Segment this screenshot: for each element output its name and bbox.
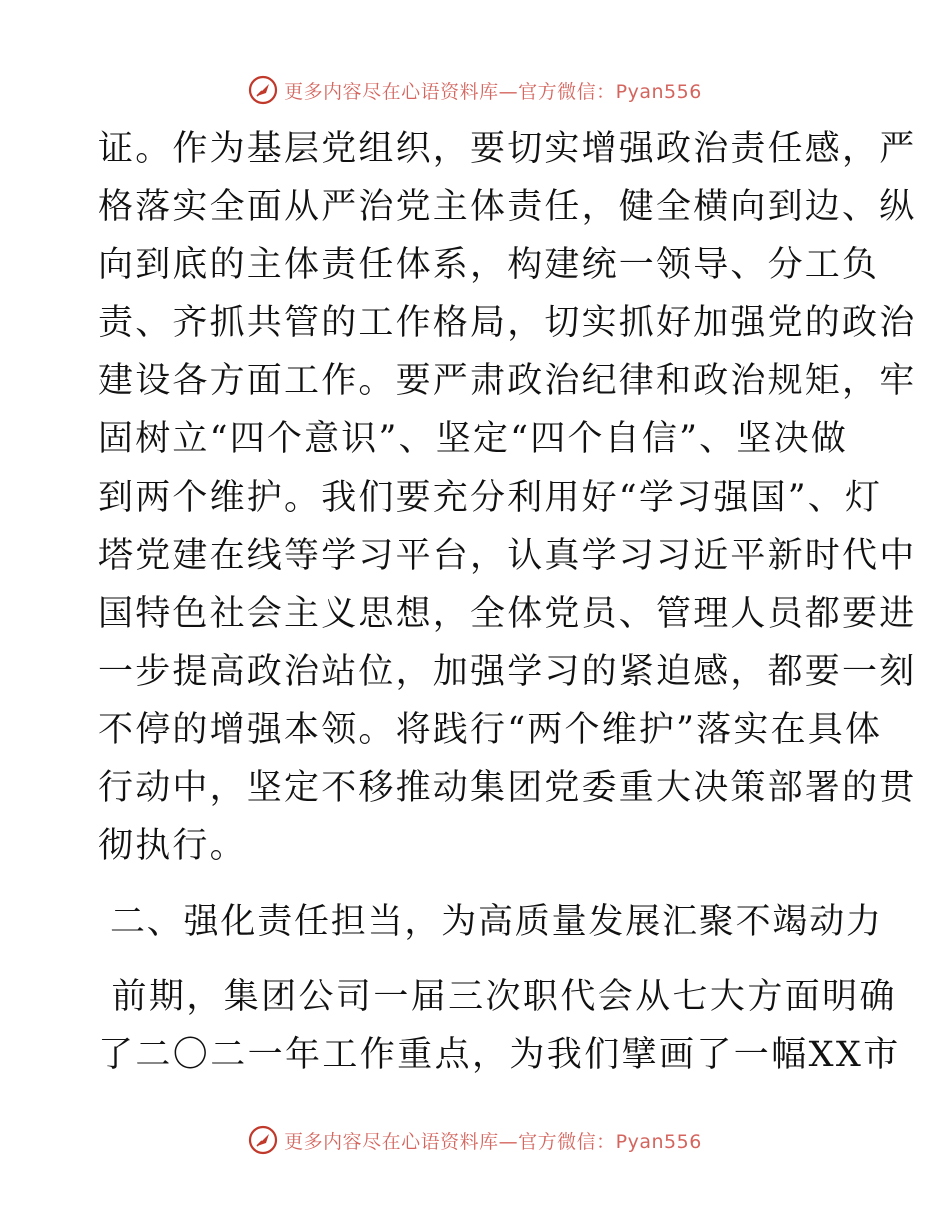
paragraph-line: 责、齐抓共管的工作格局，切实抓好加强党的政治: [98, 303, 917, 344]
paragraph-line: 固树立“四个意识”、坚定“四个自信”、坚决做: [98, 419, 848, 460]
footer-watermark: [0, 1122, 950, 1158]
watermark-text: 更多内容尽在心语资料库—官方微信：Pyan556: [284, 1130, 702, 1153]
paragraph-line: 塔党建在线等学习平台，认真学习习近平新时代中: [98, 535, 917, 576]
document-body: [98, 120, 917, 875]
paragraph-line: 向到底的主体责任体系，构建统一领导、分工负: [98, 245, 880, 286]
paragraph-line: 彻执行。: [98, 826, 247, 867]
header-watermark: [0, 72, 950, 108]
paragraph-line: 到两个维护。我们要充分利用好“学习强国”、灯: [98, 477, 883, 518]
quill-logo-icon: [248, 1125, 278, 1155]
section-heading: 二、强化责任担当，为高质量发展汇聚不竭动力: [110, 902, 883, 942]
quill-logo-icon: [248, 75, 278, 105]
paragraph-line: 行动中，坚定不移推动集团党委重大决策部署的贯: [98, 768, 917, 809]
paragraph-line: 国特色社会主义思想，全体党员、管理人员都要进: [98, 593, 917, 634]
paragraph-line: 了二〇二一年工作重点，为我们擘画了一幅XX市: [98, 1035, 901, 1076]
paragraph-line: 不停的增强本领。将践行“两个维护”落实在具体: [98, 709, 883, 750]
watermark-text: 更多内容尽在心语资料库—官方微信：Pyan556: [284, 80, 702, 103]
paragraph-line: 一步提高政治站位，加强学习的紧迫感，都要一刻: [98, 651, 917, 692]
paragraph-line: 证。作为基层党组织，要切实增强政治责任感，严: [98, 129, 917, 169]
paragraph-2: [98, 968, 901, 1084]
paragraph-line: 建设各方面工作。要严肃政治纪律和政治规矩，牢: [98, 361, 917, 402]
paragraph-line: 格落实全面从严治党主体责任，健全横向到边、纵: [98, 187, 917, 228]
paragraph-line: 前期，集团公司一届三次职代会从七大方面明确: [98, 977, 897, 1017]
